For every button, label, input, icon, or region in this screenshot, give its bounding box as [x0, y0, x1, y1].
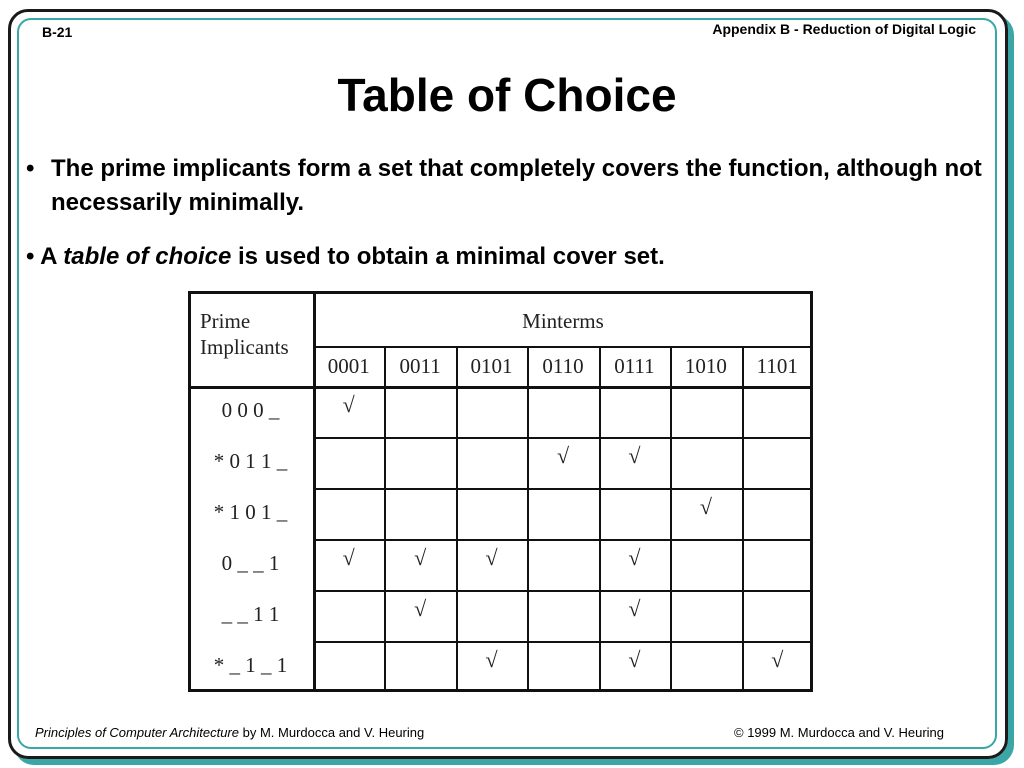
- prime-implicant-label: * 1 0 1 _: [213, 500, 288, 524]
- book-title: Principles of Computer Architecture: [35, 725, 239, 740]
- prime-implicant-label: * 0 1 1 _: [213, 449, 288, 473]
- minterm-header: 0001: [327, 354, 370, 378]
- table-divider-header: [188, 386, 813, 389]
- minterm-header: 0011: [399, 354, 441, 378]
- check-mark: √: [628, 647, 641, 672]
- bullet-dot: •: [26, 155, 35, 182]
- table-border-top: [188, 291, 813, 294]
- table-divider-row: [313, 488, 813, 490]
- minterm-header: 0111: [614, 354, 655, 378]
- table-divider-row: [313, 437, 813, 439]
- check-mark: √: [628, 443, 641, 468]
- check-mark: √: [414, 545, 427, 570]
- bullet-2-suffix: is used to obtain a minimal cover set.: [231, 243, 665, 270]
- table-border-bottom: [188, 689, 813, 692]
- bullet-2-emphasis: table of choice: [63, 243, 232, 270]
- table-divider-group-header: [313, 346, 813, 348]
- bullet-2-prefix: • A: [26, 243, 64, 270]
- row-header-line-1: Prime: [200, 309, 251, 333]
- slide-title: Table of Choice: [337, 69, 677, 121]
- header-title: Appendix B - Reduction of Digital Logic: [712, 21, 976, 37]
- bullet-2: [26, 240, 986, 274]
- check-mark: √: [556, 443, 570, 468]
- table-divider-first-column: [313, 291, 316, 692]
- check-mark: √: [771, 647, 784, 672]
- check-mark: √: [414, 596, 427, 621]
- minterm-header: 1010: [684, 354, 727, 378]
- minterm-header: 0110: [542, 354, 584, 378]
- prime-implicant-label: * _ 1 _ 1: [213, 653, 288, 677]
- page-number: B-21: [42, 24, 73, 40]
- prime-implicant-label: _ _ 1 1: [221, 602, 280, 626]
- table-divider-row: [313, 641, 813, 643]
- check-mark: √: [628, 596, 641, 621]
- table-of-choice: [188, 291, 813, 692]
- check-mark: √: [485, 545, 498, 570]
- row-header-line-2: Implicants: [200, 335, 289, 359]
- check-mark: √: [342, 392, 355, 417]
- prime-implicant-label: 0 _ _ 1: [221, 551, 280, 575]
- check-mark: √: [485, 647, 498, 672]
- check-mark: √: [628, 545, 641, 570]
- table-border-right: [810, 291, 813, 692]
- column-group-header: Minterms: [522, 309, 604, 333]
- footer-copyright: © 1999 M. Murdocca and V. Heuring: [734, 725, 944, 740]
- table-divider-row: [313, 539, 813, 541]
- table-border-left: [188, 291, 191, 692]
- minterm-header: 0101: [470, 354, 513, 378]
- minterm-header: 1101: [756, 354, 798, 378]
- bullet-1-text: The prime implicants form a set that completely covers the function, although not necessarily minimally.: [51, 155, 982, 216]
- check-mark: √: [699, 494, 712, 519]
- check-mark: √: [342, 545, 355, 570]
- prime-implicant-label: 0 0 0 _: [221, 398, 280, 422]
- footer-left: [35, 725, 424, 740]
- book-authors: by M. Murdocca and V. Heuring: [239, 725, 425, 740]
- table-divider-row: [313, 590, 813, 592]
